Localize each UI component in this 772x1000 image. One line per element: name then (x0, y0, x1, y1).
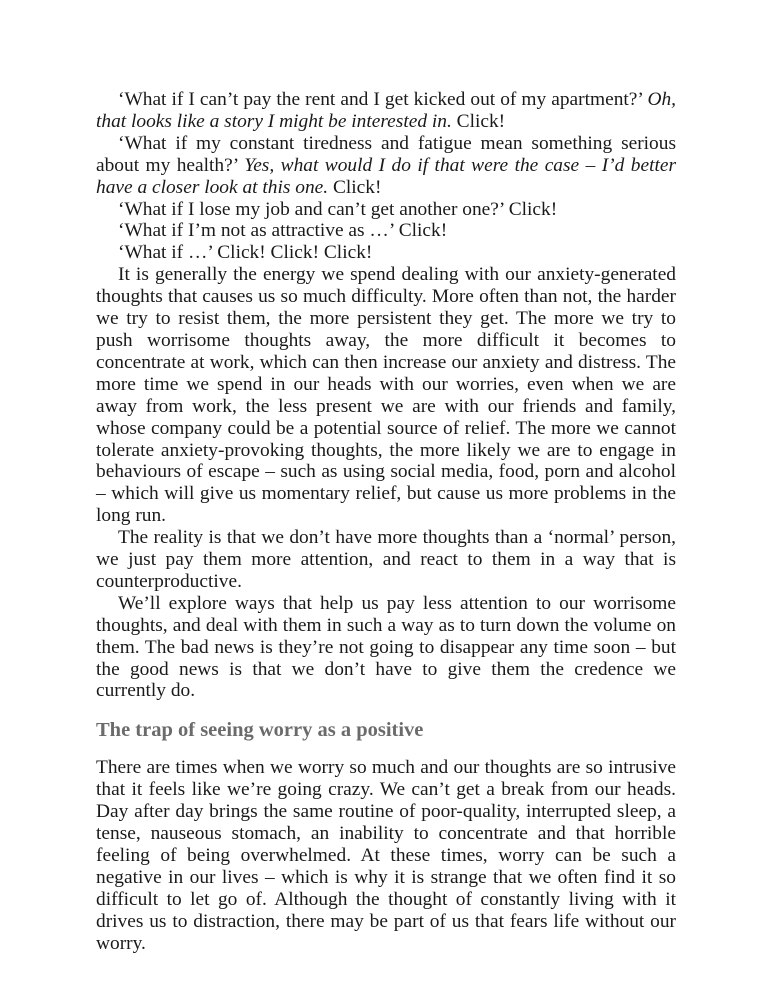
inner-voice-rent: Oh, that looks like a story I might be interested in. (96, 89, 676, 132)
click-rent: Click! (451, 110, 506, 132)
paragraph-times: There are times when we worry so much and our thoughts are so intrusive that it feels like we’re going crazy. We can’t get a break from our heads. Day after day brings the same routine of poor-quality, interrupted sleep, a tense, nauseous stomach, an inability to concentrate and that horrible feeling of being overwhelmed. At these times, worry can be such a negative in our lives – which is why it is strange that we often find it so difficult to let go of. Although the thought of constantly living with it drives us to distraction, there may be part of us that fears life without our worry. (96, 757, 676, 954)
inner-voice-health: Yes, what would I do if that were the case – I’d better have a closer look at this one. (96, 154, 677, 198)
worry-example-generic: ‘What if …’ Click! Click! Click! (118, 242, 373, 264)
click-health: Click! (328, 176, 382, 198)
quote-rent: ‘What if I can’t pay the rent and I get kicked out of my apartment?’ (118, 89, 648, 110)
paragraph-explore: We’ll explore ways that help us pay less attention to our worrisome thoughts, and deal with them in such a way as to turn down the volume on them. The bad news is they’re not going to disappear any time soon – but the good news is that we don’t have to give them the credence we currently do. (96, 592, 676, 702)
section-heading: The trap of seeing worry as a positive (96, 719, 424, 742)
quote-health: ‘What if my constant tiredness and fatigue mean something serious about my health?’ (96, 132, 676, 176)
paragraph-reality: The reality is that we don’t have more thoughts than a ‘normal’ person, we just pay them more attention, and react to them in a way that is counterproductive. (96, 527, 676, 592)
worry-example-rent (96, 89, 676, 133)
worry-example-health (96, 133, 676, 199)
worry-example-attractive: ‘What if I’m not as attractive as …’ Click! (118, 220, 448, 242)
worry-example-job: ‘What if I lose my job and can’t get another one?’ Click! (118, 198, 558, 220)
paragraph-energy: It is generally the energy we spend dealing with our anxiety-generated thoughts that causes us so much difficulty. More often than not, the harder we try to resist them, the more persistent they get. The more we try to push worrisome thoughts away, the more difficult it becomes to concentrate at work, which can then increase our anxiety and distress. The more time we spend in our heads with our worries, even when we are away from work, the less present we are with our friends and family, whose company could be a potential source of relief. The more we cannot tolerate anxiety-provoking thoughts, the more likely we are to engage in behaviours of escape – such as using social media, food, porn and alcohol – which will give us momentary relief, but cause us more problems in the long run. (96, 264, 676, 527)
